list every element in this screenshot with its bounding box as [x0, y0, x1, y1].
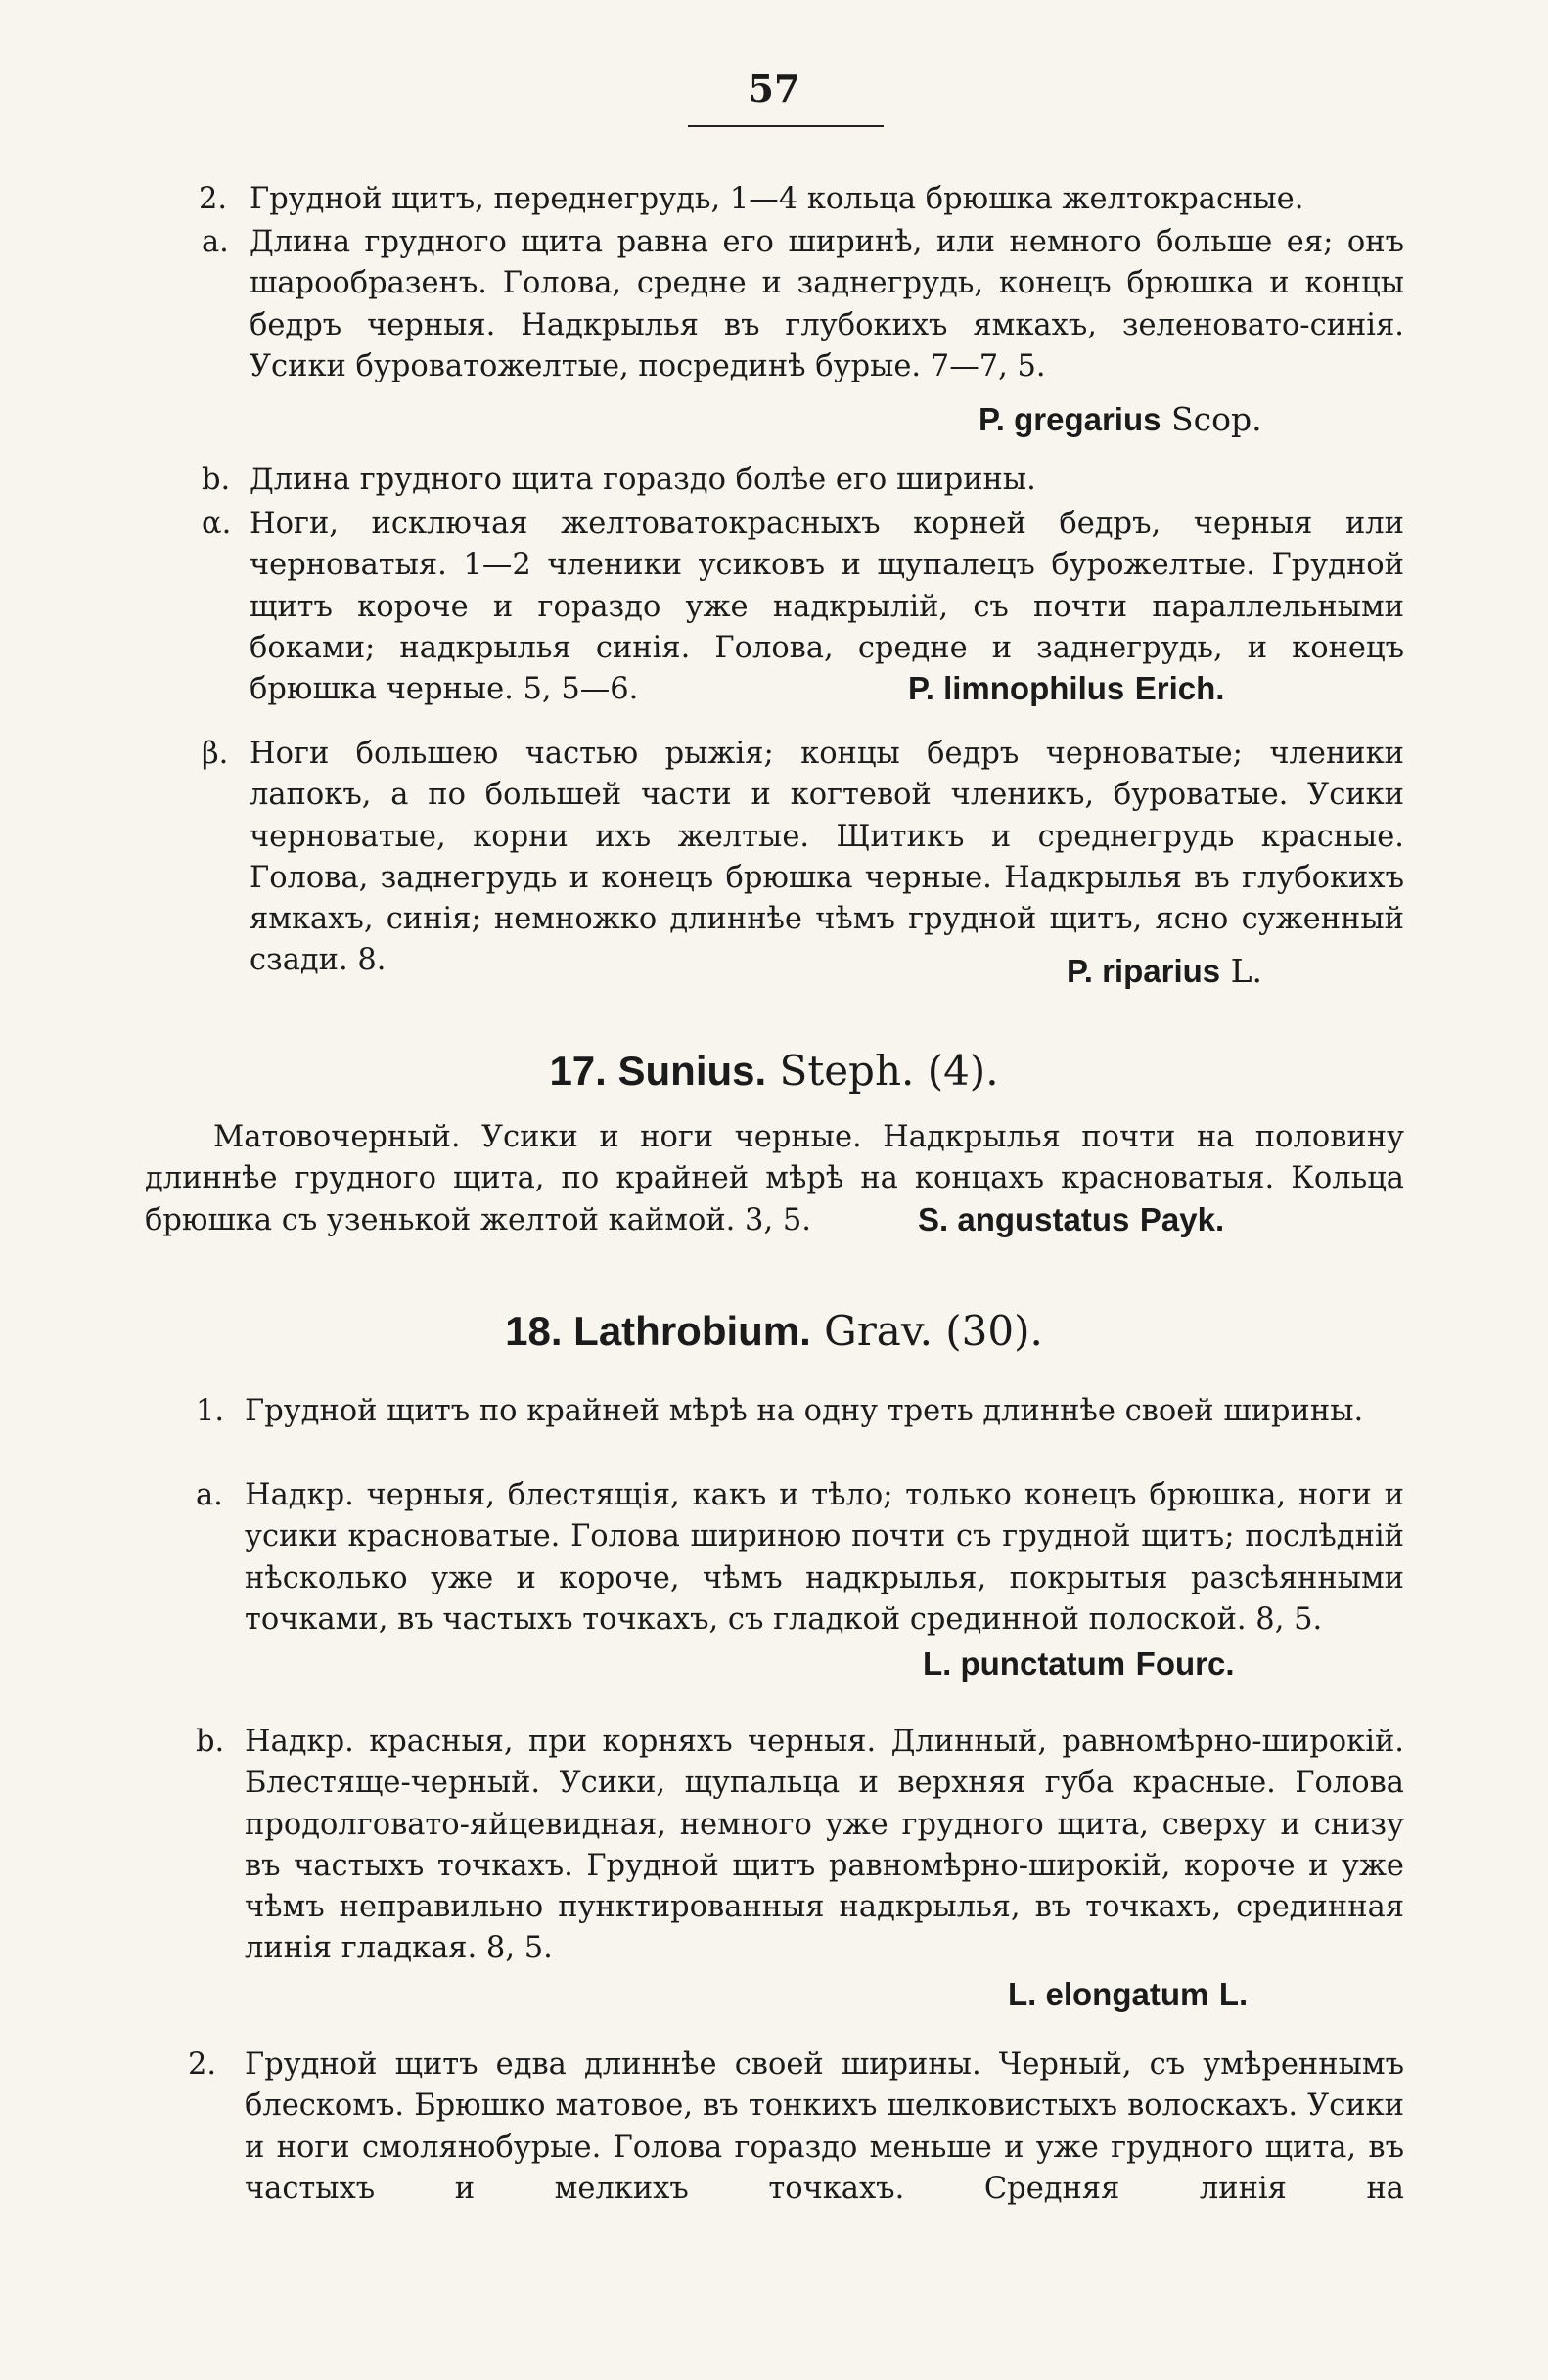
species-description: Надкр. черныя, блестящія, какъ и тѣло; только конецъ брюшка, ноги и усики красноватые. Голова шириною почти съ грудной щитъ; послѣдній нѣсколько уже и короче, чѣмъ надкрылья, покрытыя разсѣянными точками, въ частыхъ точкахъ, съ гладкой срединной полоской. 8, 5.	[245, 1478, 1404, 1637]
species-author: Erich.	[1134, 670, 1225, 706]
genus-name: 17. Sunius.	[549, 1048, 767, 1094]
species-name-line	[918, 1199, 1224, 1240]
key-number: 1.	[196, 1394, 225, 1428]
species-name-line	[1067, 951, 1262, 992]
species-name: L. punctatum	[923, 1645, 1126, 1682]
genus-heading	[0, 1307, 1548, 1356]
species-description: Длина грудного щита равна его ширинѣ, или немного больше ея; онъ шарообразенъ. Голова, средне и заднегрудь, конецъ брюшка и концы бедръ черныя. Надкрылья въ глубокихъ ямкахъ, зеленовато-синія. Усики буроватожелтые, посрединѣ бурые. 7—7, 5.	[250, 225, 1404, 383]
key-number: 2.	[188, 2047, 217, 2082]
species-author: Payk.	[1139, 1201, 1225, 1237]
page-number: 57	[748, 67, 800, 111]
header-rule	[688, 125, 884, 127]
species-description: Ноги, исключая желтоватокрасныхъ корней бедръ, черныя или черноватыя. 1—2 членики усиковъ и щупалецъ бурожелтые. Грудной щитъ короче и гораздо уже надкрылій, съ почти параллельными боками; надкрылья синія. Голова, средне и заднегрудь, и конецъ брюшка черные. 5, 5—6.	[250, 507, 1404, 707]
key-couplet-text: Грудной щитъ, переднегрудь, 1—4 кольца брюшка желтокрасные.	[250, 182, 1304, 216]
key-couplet-text: Грудной щитъ по крайней мѣрѣ на одну треть длиннѣе своей ширины.	[245, 1394, 1364, 1428]
species-count: (30).	[945, 1307, 1043, 1355]
species-description: Матовочерный. Усики и ноги черные. Надкрылья почти на половину длиннѣе грудного щита, по крайней мѣрѣ на концахъ красноватыя. Кольца брюшка съ узенькой желтой каймой. 3, 5.	[145, 1120, 1404, 1237]
species-count: (4).	[927, 1047, 999, 1095]
species-name-line	[979, 399, 1262, 440]
key-letter: a.	[202, 225, 229, 259]
species-name: P. riparius	[1067, 953, 1221, 989]
species-name-line	[923, 1643, 1235, 1684]
key-letter: α.	[202, 507, 232, 541]
key-letter: b.	[202, 463, 231, 497]
key-letter: a.	[196, 1478, 223, 1512]
species-name-line	[908, 668, 1224, 709]
species-author: Scop.	[1170, 400, 1262, 438]
genus-name: 18. Lathrobium.	[505, 1308, 811, 1354]
key-couplet-text: Грудной щитъ едва длиннѣе своей ширины. Черный, съ умѣреннымъ блескомъ. Брюшко матовое, въ тонкихъ шелковистыхъ волоскахъ. Усики и ноги смолянобурые. Голова гораздо меньше и уже грудного щита, въ частыхъ и мелкихъ точкахъ. Средняя линія на	[245, 2047, 1404, 2206]
key-letter: b.	[196, 1725, 225, 1759]
key-couplet-text: Длина грудного щита гораздо болѣе его ширины.	[250, 463, 1036, 497]
species-description: Ноги большею частью рыжія; концы бедръ черноватые; членики лапокъ, а по большей части и когтевой членикъ, буроватые. Усики черноватые, корни ихъ желтые. Щитикъ и среднегрудь красные. Голова, заднегрудь и конецъ брюшка черные. Надкрылья въ глубокихъ ямкахъ, синія; немножко длиннѣе чѣмъ грудной щитъ, ясно суженный сзади. 8.	[250, 737, 1404, 978]
species-name: L. elongatum	[1008, 1976, 1209, 2012]
species-description: Надкр. красныя, при корняхъ черныя. Длинный, равномѣрно-широкій. Блестяще-черный. Усики, щупальца и верхняя губа красные. Голова продолговато-яйцевидная, немного уже грудного щита, сверху и снизу въ частыхъ точкахъ. Грудной щитъ равномѣрно-широкій, короче и уже чѣмъ неправильно пунктированныя надкрылья, въ точкахъ, срединная линія гладкая. 8, 5.	[245, 1725, 1404, 1966]
key-letter: β.	[202, 737, 229, 771]
key-number: 2.	[199, 182, 228, 216]
genus-heading	[0, 1047, 1548, 1096]
species-author: Fourc.	[1135, 1645, 1235, 1682]
species-name: P. limnophilus	[908, 670, 1125, 706]
genus-author: Steph.	[779, 1047, 915, 1095]
species-name: S. angustatus	[918, 1201, 1130, 1237]
genus-author: Grav.	[824, 1307, 933, 1355]
species-name: P. gregarius	[979, 401, 1161, 437]
species-author: L.	[1230, 952, 1263, 990]
species-author: L.	[1218, 1976, 1249, 2012]
species-name-line	[1008, 1974, 1248, 2015]
